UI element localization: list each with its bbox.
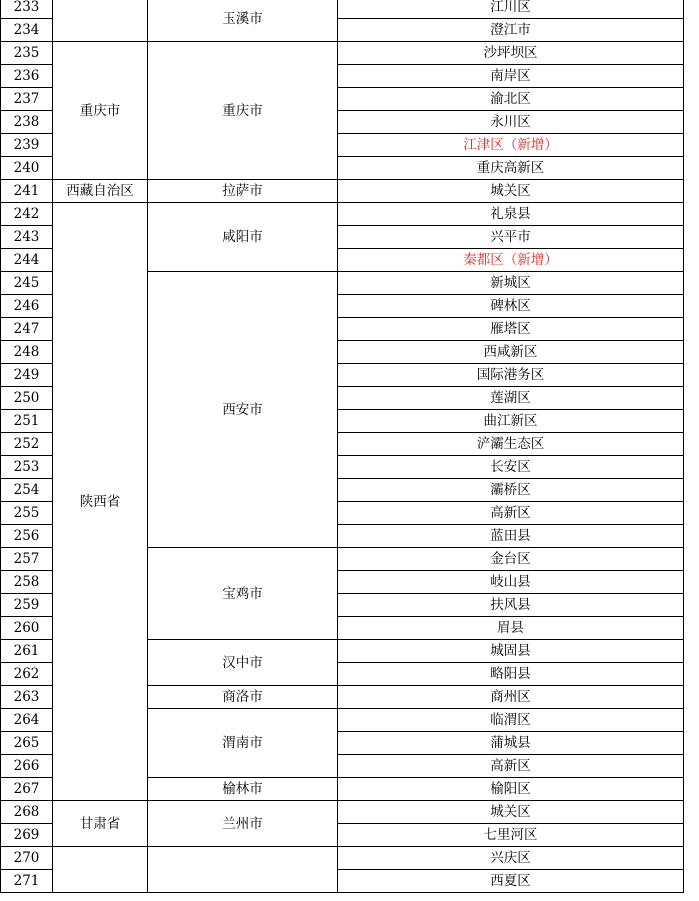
row-number-cell: 246 — [1, 295, 53, 318]
district-cell: 商州区 — [338, 686, 684, 709]
district-cell: 金台区 — [338, 548, 684, 571]
row-number-cell: 236 — [1, 65, 53, 88]
table-row — [1, 203, 684, 226]
table-row — [1, 847, 684, 870]
district-cell: 雁塔区 — [338, 318, 684, 341]
district-cell: 西夏区 — [338, 870, 684, 893]
row-number-cell: 257 — [1, 548, 53, 571]
district-cell: 西咸新区 — [338, 341, 684, 364]
district-cell: 高新区 — [338, 502, 684, 525]
district-cell: 岐山县 — [338, 571, 684, 594]
district-table-body — [1, 0, 684, 893]
row-number-cell: 239 — [1, 134, 53, 157]
row-number-cell: 267 — [1, 778, 53, 801]
district-cell: 兴平市 — [338, 226, 684, 249]
row-number-cell: 250 — [1, 387, 53, 410]
district-cell: 新城区 — [338, 272, 684, 295]
province-cell: 陕西省 — [53, 203, 148, 801]
row-number-cell: 268 — [1, 801, 53, 824]
district-cell: 蓝田县 — [338, 525, 684, 548]
district-cell: 灞桥区 — [338, 479, 684, 502]
province-cell: 重庆市 — [53, 42, 148, 180]
city-cell: 西安市 — [148, 272, 338, 548]
district-cell: 城固县 — [338, 640, 684, 663]
row-number-cell: 243 — [1, 226, 53, 249]
table-row — [1, 801, 684, 824]
district-cell: 江川区 — [338, 0, 684, 19]
district-cell: 七里河区 — [338, 824, 684, 847]
city-cell: 宝鸡市 — [148, 548, 338, 640]
district-cell: 城关区 — [338, 801, 684, 824]
district-cell: 临渭区 — [338, 709, 684, 732]
table-row — [1, 0, 684, 19]
table-row — [1, 180, 684, 203]
city-cell — [148, 847, 338, 893]
row-number-cell: 233 — [1, 0, 53, 19]
district-cell: 永川区 — [338, 111, 684, 134]
city-cell: 渭南市 — [148, 709, 338, 778]
row-number-cell: 237 — [1, 88, 53, 111]
district-cell: 略阳县 — [338, 663, 684, 686]
row-number-cell: 240 — [1, 157, 53, 180]
row-number-cell: 260 — [1, 617, 53, 640]
city-cell: 拉萨市 — [148, 180, 338, 203]
district-cell: 渝北区 — [338, 88, 684, 111]
row-number-cell: 244 — [1, 249, 53, 272]
row-number-cell: 235 — [1, 42, 53, 65]
district-cell: 秦都区（新增） — [338, 249, 684, 272]
row-number-cell: 271 — [1, 870, 53, 893]
row-number-cell: 254 — [1, 479, 53, 502]
table-row — [1, 42, 684, 65]
city-cell: 玉溪市 — [148, 0, 338, 42]
row-number-cell: 259 — [1, 594, 53, 617]
row-number-cell: 264 — [1, 709, 53, 732]
row-number-cell: 234 — [1, 19, 53, 42]
row-number-cell: 261 — [1, 640, 53, 663]
row-number-cell: 270 — [1, 847, 53, 870]
row-number-cell: 245 — [1, 272, 53, 295]
province-cell — [53, 0, 148, 42]
row-number-cell: 238 — [1, 111, 53, 134]
row-number-cell: 241 — [1, 180, 53, 203]
district-cell: 国际港务区 — [338, 364, 684, 387]
district-cell: 长安区 — [338, 456, 684, 479]
district-cell: 莲湖区 — [338, 387, 684, 410]
province-cell — [53, 847, 148, 893]
district-cell: 重庆高新区 — [338, 157, 684, 180]
row-number-cell: 252 — [1, 433, 53, 456]
row-number-cell: 247 — [1, 318, 53, 341]
row-number-cell: 258 — [1, 571, 53, 594]
city-cell: 重庆市 — [148, 42, 338, 180]
province-cell: 甘肃省 — [53, 801, 148, 847]
district-cell: 高新区 — [338, 755, 684, 778]
district-cell: 江津区（新增） — [338, 134, 684, 157]
city-cell: 咸阳市 — [148, 203, 338, 272]
row-number-cell: 266 — [1, 755, 53, 778]
district-cell: 蒲城县 — [338, 732, 684, 755]
district-cell: 曲江新区 — [338, 410, 684, 433]
row-number-cell: 242 — [1, 203, 53, 226]
district-cell: 南岸区 — [338, 65, 684, 88]
row-number-cell: 248 — [1, 341, 53, 364]
province-cell: 西藏自治区 — [53, 180, 148, 203]
district-cell: 眉县 — [338, 617, 684, 640]
row-number-cell: 251 — [1, 410, 53, 433]
row-number-cell: 263 — [1, 686, 53, 709]
row-number-cell: 256 — [1, 525, 53, 548]
district-cell: 城关区 — [338, 180, 684, 203]
district-cell: 澄江市 — [338, 19, 684, 42]
district-cell: 碑林区 — [338, 295, 684, 318]
city-cell: 榆林市 — [148, 778, 338, 801]
city-cell: 商洛市 — [148, 686, 338, 709]
district-cell: 沙坪坝区 — [338, 42, 684, 65]
city-cell: 兰州市 — [148, 801, 338, 847]
row-number-cell: 262 — [1, 663, 53, 686]
city-cell: 汉中市 — [148, 640, 338, 686]
row-number-cell: 249 — [1, 364, 53, 387]
row-number-cell: 265 — [1, 732, 53, 755]
row-number-cell: 269 — [1, 824, 53, 847]
district-cell: 兴庆区 — [338, 847, 684, 870]
district-cell: 榆阳区 — [338, 778, 684, 801]
district-cell: 礼泉县 — [338, 203, 684, 226]
row-number-cell: 253 — [1, 456, 53, 479]
district-cell: 浐灞生态区 — [338, 433, 684, 456]
row-number-cell: 255 — [1, 502, 53, 525]
district-cell: 扶风县 — [338, 594, 684, 617]
